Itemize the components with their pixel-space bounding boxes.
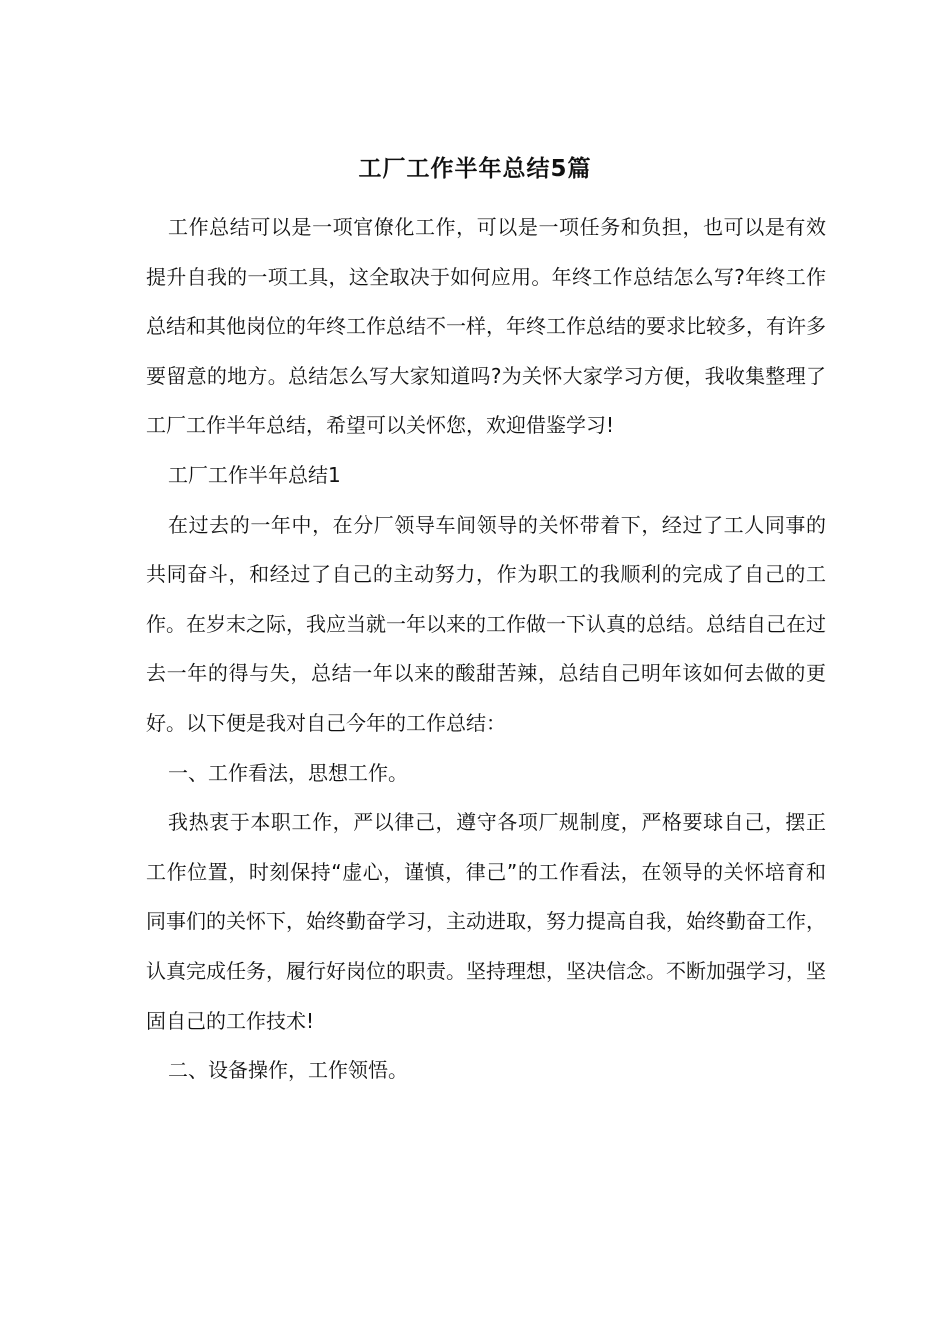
work-attitude-paragraph: 我热衷于本职工作，严以律己，遵守各项厂规制度，严格要球自己，摆正工作位置，时刻保持“虚心，谨慎，律己”的工作看法，在领导的关怀培育和同事们的关怀下，始终勤奋学习，主动进取，努力提高自我，始终勤奋工作，认真完成任务，履行好岗位的职责。坚持理想，坚决信念。不断加强学习，坚固自己的工作技术!: [146, 810, 826, 1033]
subheading-work-attitude: 一、工作看法，思想工作。: [168, 760, 408, 785]
document-body: [146, 203, 826, 1096]
intro-paragraph: 工作总结可以是一项官僚化工作，可以是一项任务和负担，也可以是有效提升自我的一项工具，这全取决于如何应用。年终工作总结怎么写?年终工作总结和其他岗位的年终工作总结不一样，年终工作总结的要求比较多，有许多要留意的地方。总结怎么写大家知道吗?为关怀大家学习方便，我收集整理了工厂工作半年总结，希望可以关怀您，欢迎借鉴学习!: [146, 215, 826, 438]
document-title: 工厂工作半年总结5篇: [358, 156, 592, 182]
section-heading-summary-1: 工厂工作半年总结1: [168, 462, 341, 487]
summary-1-paragraph: 在过去的一年中，在分厂领导车间领导的关怀带着下，经过了工人同事的共同奋斗，和经过了自己的主动努力，作为职工的我顺利的完成了自己的工作。在岁末之际，我应当就一年以来的工作做一下认真的总结。总结自己在过去一年的得与失，总结一年以来的酸甜苦辣，总结自己明年该如何去做的更好。以下便是我对自己今年的工作总结：: [146, 512, 826, 735]
subheading-equipment-operation: 二、设备操作，工作领悟。: [168, 1058, 408, 1083]
